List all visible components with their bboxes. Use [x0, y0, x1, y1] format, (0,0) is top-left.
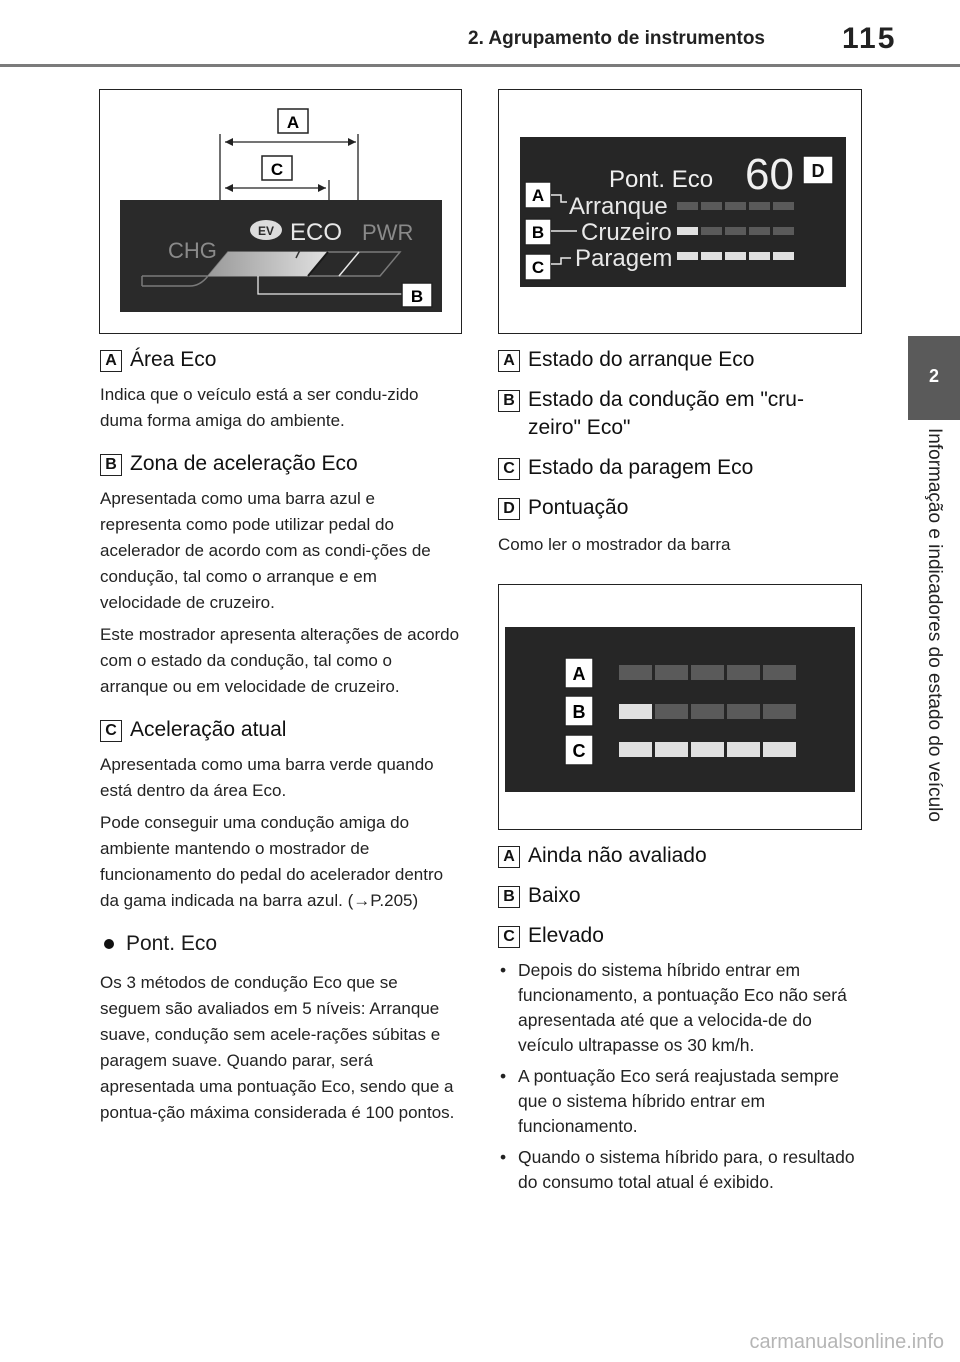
pwr-label: PWR: [362, 220, 414, 245]
not-evaluated-bar: [619, 665, 796, 680]
score-title: Pont. Eco: [609, 166, 714, 193]
callout-c: C: [270, 160, 284, 179]
row-arranque-label: Arranque: [569, 193, 668, 220]
right-item-b-badge: B: [498, 390, 520, 412]
left-column: [100, 346, 460, 1126]
bullet-dot-icon: [104, 939, 114, 949]
header-title: 2. Agrupamento de instrumentos: [468, 28, 765, 49]
low-bar: [619, 704, 796, 719]
item-c-badge: C: [100, 720, 122, 742]
item-b-heading: [100, 450, 460, 478]
item-a-title: Área Eco: [130, 348, 217, 371]
score-value: 60: [745, 150, 794, 199]
bar-reading-figure: [498, 584, 862, 830]
callout-c: C: [572, 741, 586, 761]
right-column-top: [498, 346, 858, 558]
note-bullet-2: • A pontuação Eco será reajustada sempre que o sistema híbrido entrar em funcionamento.: [498, 1064, 858, 1139]
chg-label: CHG: [168, 238, 217, 263]
note-bullet-3: • Quando o sistema híbrido para, o resultado do consumo total atual é exibido.: [498, 1145, 858, 1195]
callout-a: A: [286, 113, 300, 132]
right-item-a-heading: [498, 346, 858, 374]
item-a-badge: A: [100, 350, 122, 372]
eco-label: ECO: [290, 219, 343, 246]
right-item-c-title: Estado da paragem Eco: [528, 456, 754, 479]
item-c-heading: [100, 716, 460, 744]
watermark-text: carmanualsonline.info: [749, 1331, 944, 1353]
callout-a: A: [572, 664, 586, 684]
item-c-title: Aceleração atual: [130, 718, 287, 741]
callout-c: C: [531, 258, 545, 277]
right-item-b-title: Estado da condução em "cru-zeiro" Eco": [528, 388, 804, 439]
note-bullet-1: • Depois do sistema híbrido entrar em funcionamento, a pontuação Eco não será apresentada até que a velocida-de do veículo ultrapasse os 30 km/h.: [498, 958, 858, 1058]
right-column-bottom: [498, 842, 858, 1195]
right-item-d-heading: [498, 494, 858, 522]
item-b-title: Zona de aceleração Eco: [130, 452, 358, 475]
row-paragem-label: Paragem: [575, 245, 673, 272]
right-item-a-badge: A: [498, 350, 520, 372]
item-b-description-2: Este mostrador apresenta alterações de acordo com o estado da condução, tal como o arranque ou em velocidade de cruzeiro.: [100, 625, 460, 696]
callout-d: D: [811, 161, 825, 181]
how-to-read-caption: Como ler o mostrador da barra: [498, 535, 731, 554]
callout-b: B: [572, 702, 586, 722]
section-pont-eco-description: Os 3 métodos de condução Eco que se seguem são avaliados em 5 níveis: Arranque suave, condução sem acele-rações súbitas e paragem suave. Quando parar, será apresentada uma pontuação Eco, sendo que a pontua-ção máxima considerada é 100 pontos.: [100, 973, 455, 1122]
level-a-badge: A: [498, 846, 520, 868]
section-pont-eco-title: Pont. Eco: [126, 932, 218, 955]
right-item-c-heading: [498, 454, 858, 482]
eco-score-figure: [498, 89, 862, 334]
row-cruzeiro-label: Cruzeiro: [581, 219, 672, 246]
callout-b: B: [410, 287, 424, 306]
callout-a: A: [531, 186, 545, 205]
chapter-tab-title: Informação e indicadores do estado do veículo: [924, 428, 945, 822]
item-c-description-1: Apresentada como uma barra verde quando está dentro da área Eco.: [100, 755, 434, 800]
header-rule: [0, 64, 960, 67]
right-item-d-badge: D: [498, 498, 520, 520]
item-c-description-2: Pode conseguir uma condução amiga do ambiente mantendo o mostrador de funcionamento do pedal do acelerador dentro da gama indicada na barra azul. (→P.205): [100, 813, 444, 910]
cruzeiro-bar: [677, 227, 794, 235]
level-a-heading: [498, 842, 858, 870]
arranque-bar: [677, 202, 794, 210]
level-b-title: Baixo: [528, 884, 581, 907]
callout-b: B: [531, 223, 545, 242]
item-a-heading: [100, 346, 460, 374]
high-bar: [619, 742, 796, 757]
level-b-badge: B: [498, 886, 520, 908]
item-a-description: Indica que o veículo está a ser condu-zido duma forma amiga do ambiente.: [100, 385, 419, 430]
ev-label: EV: [257, 224, 275, 238]
eco-area-figure: [99, 89, 462, 334]
level-c-title: Elevado: [528, 924, 604, 947]
level-b-heading: [498, 882, 858, 910]
right-item-b-heading: [498, 386, 858, 442]
right-item-a-title: Estado do arranque Eco: [528, 348, 755, 371]
paragem-bar: [677, 252, 794, 260]
right-item-c-badge: C: [498, 458, 520, 480]
item-b-description-1: Apresentada como uma barra azul e representa como pode utilizar pedal do acelerador de acordo com as condi-ções de condução, tal como o arranque e em velocidade de cruzeiro.: [100, 489, 431, 612]
page-number: 115: [842, 22, 897, 55]
level-a-title: Ainda não avaliado: [528, 844, 707, 867]
level-c-badge: C: [498, 926, 520, 948]
right-item-d-title: Pontuação: [528, 496, 629, 519]
item-b-badge: B: [100, 454, 122, 476]
chapter-tab-number: 2: [928, 366, 939, 386]
section-pont-eco-heading: [100, 930, 460, 958]
level-c-heading: [498, 922, 858, 950]
